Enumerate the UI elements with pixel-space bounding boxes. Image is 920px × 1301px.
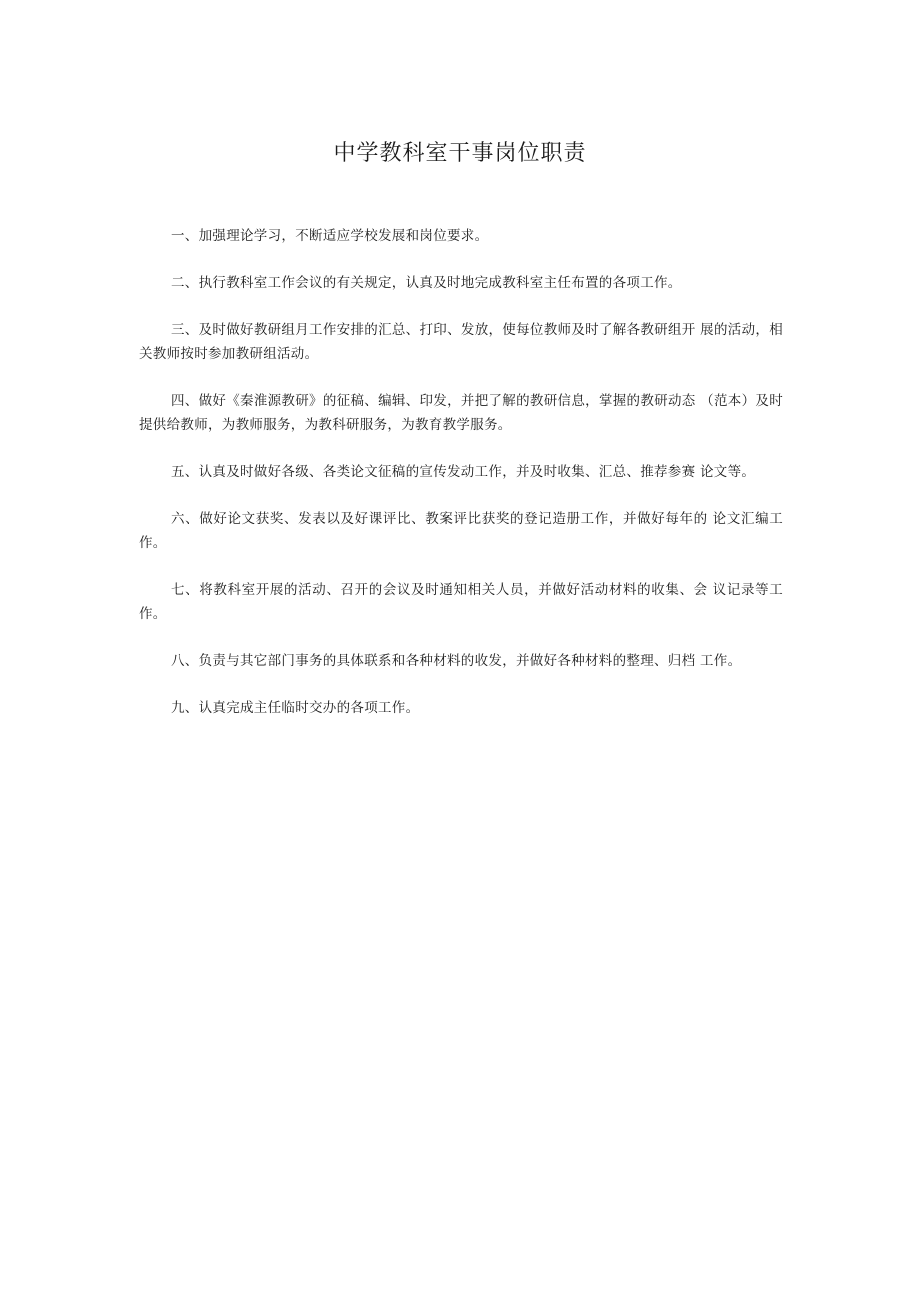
duty-item-2: 二、执行教科室工作会议的有关规定，认真及时地完成教科室主任布置的各项工作。 bbox=[171, 275, 682, 291]
duty-item-7: 七、将教科室开展的活动、召开的会议及时通知相关人员，并做好活动材料的收集、会 议记录等工作。 bbox=[139, 582, 783, 622]
duty-item-9: 九、认真完成主任临时交办的各项工作。 bbox=[171, 700, 420, 716]
duty-item-6: 六、做好论文获奖、发表以及好课评比、教案评比获奖的登记造册工作，并做好每年的 论文汇编工作。 bbox=[139, 511, 783, 551]
document-title: 中学教科室干事岗位职责 bbox=[333, 141, 587, 166]
duty-item-4: 四、做好《秦淮源教研》的征稿、编辑、印发，并把了解的教研信息，掌握的教研动态 （范本）及时提供给教师，为教师服务，为教科研服务，为教育教学服务。 bbox=[139, 393, 783, 433]
duty-item-5: 五、认真及时做好各级、各类论文征稿的宣传发动工作，并及时收集、汇总、推荐参赛 论文等。 bbox=[171, 464, 756, 480]
duty-item-3: 三、及时做好教研组月工作安排的汇总、打印、发放，使每位教师及时了解各教研组开 展的活动，相关教师按时参加教研组活动。 bbox=[139, 322, 783, 362]
duty-item-8: 八、负责与其它部门事务的具体联系和各种材料的收发，并做好各种材料的整理、归档 工作。 bbox=[171, 653, 742, 669]
duty-list bbox=[139, 224, 783, 743]
duty-item-1: 一、加强理论学习，不断适应学校发展和岗位要求。 bbox=[171, 228, 489, 244]
